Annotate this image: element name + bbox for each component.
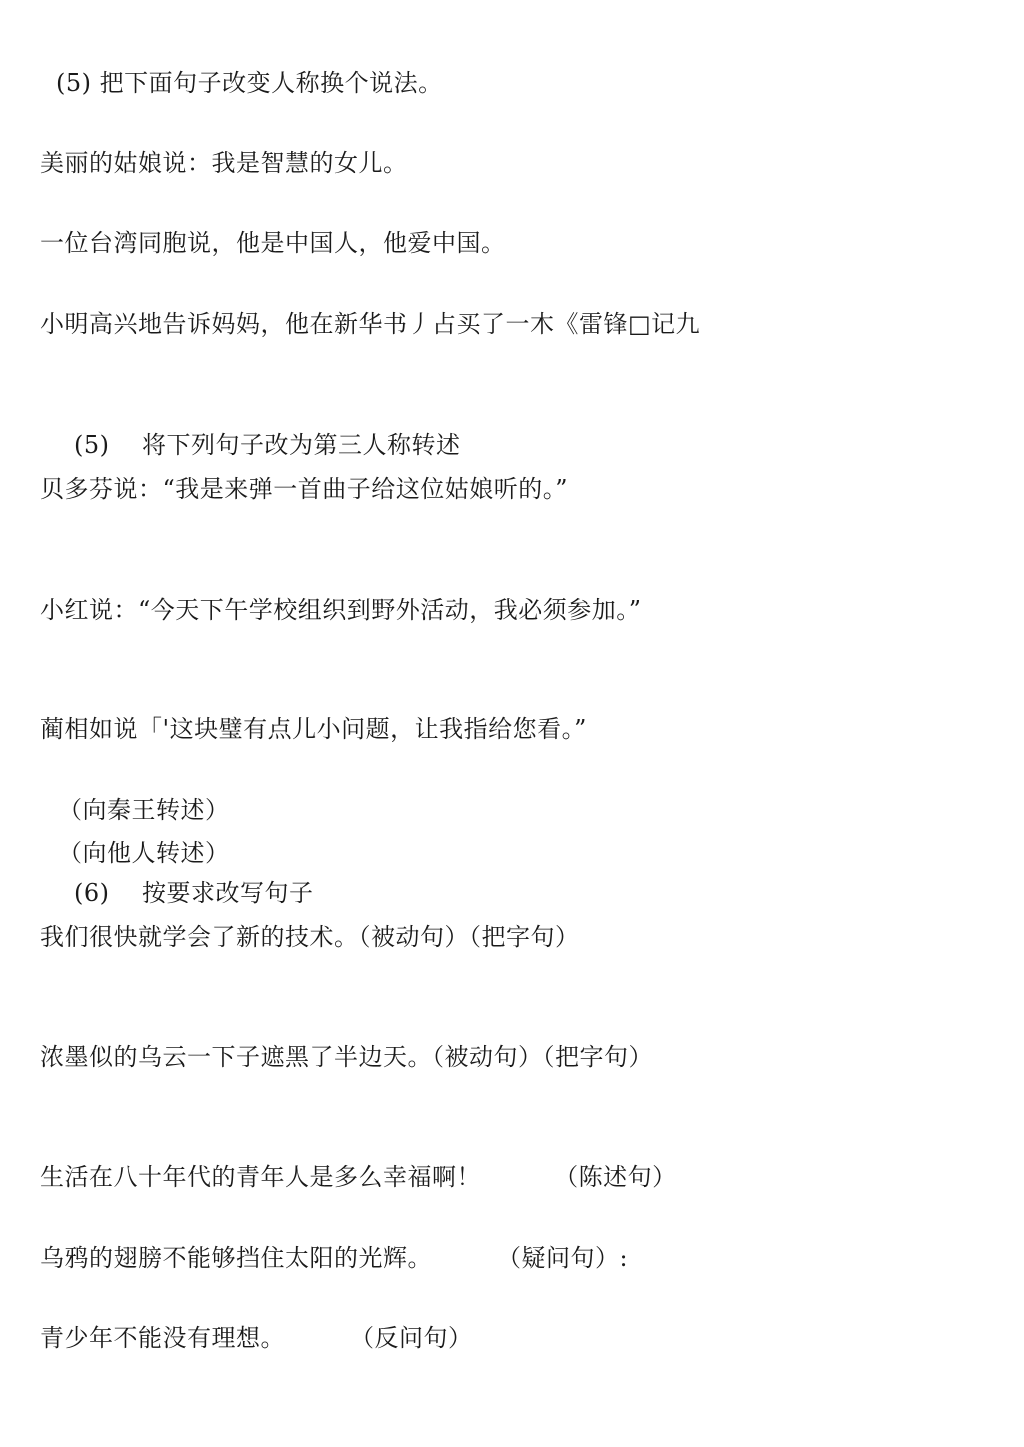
section-6-item-2: 浓墨似的乌云一下子遮黑了半边天。（被动句）（把字句） [40,1043,653,1071]
section-5a-item-3: 小明高兴地告诉妈妈，他在新华书丿占买了一木《雷锋□记九 [40,310,701,338]
section-5b-item-3: 蔺相如说「'这块璧有点儿小问题，让我指给您看。” [40,715,587,743]
section-6-item-3: 生活在八十年代的青年人是多么幸福啊！ （陈述句） [40,1163,677,1191]
section-5b-note-1: （向秦王转述） [58,796,230,824]
section-6-item-1: 我们很快就学会了新的技术。（被动句）（把字句） [40,923,580,951]
section-6-item-5: 青少年不能没有理想。 （反问句） [40,1324,473,1352]
section-6-item-4: 乌鸦的翅膀不能够挡住太阳的光辉。 （疑问句）: [40,1244,629,1272]
section-5a-heading: (5) 把下面句子改变人称换个说法。 [56,69,443,97]
section-5a-item-2: 一位台湾同胞说，他是中国人，他爱中国。 [40,229,506,257]
section-5a-item-1: 美丽的姑娘说：我是智慧的女儿。 [40,149,408,177]
section-5b-note-2: （向他人转述） [58,839,230,867]
section-5b-heading: (5) 将下列句子改为第三人称转述 [74,431,461,459]
section-5b-item-1: 贝多芬说：“我是来弹一首曲子给这位姑娘听的。” [40,475,569,503]
section-6-heading: (6) 按要求改写句子 [74,879,314,907]
section-5b-item-2: 小红说：“今天下午学校组织到野外活动，我必须参加。” [40,596,642,624]
